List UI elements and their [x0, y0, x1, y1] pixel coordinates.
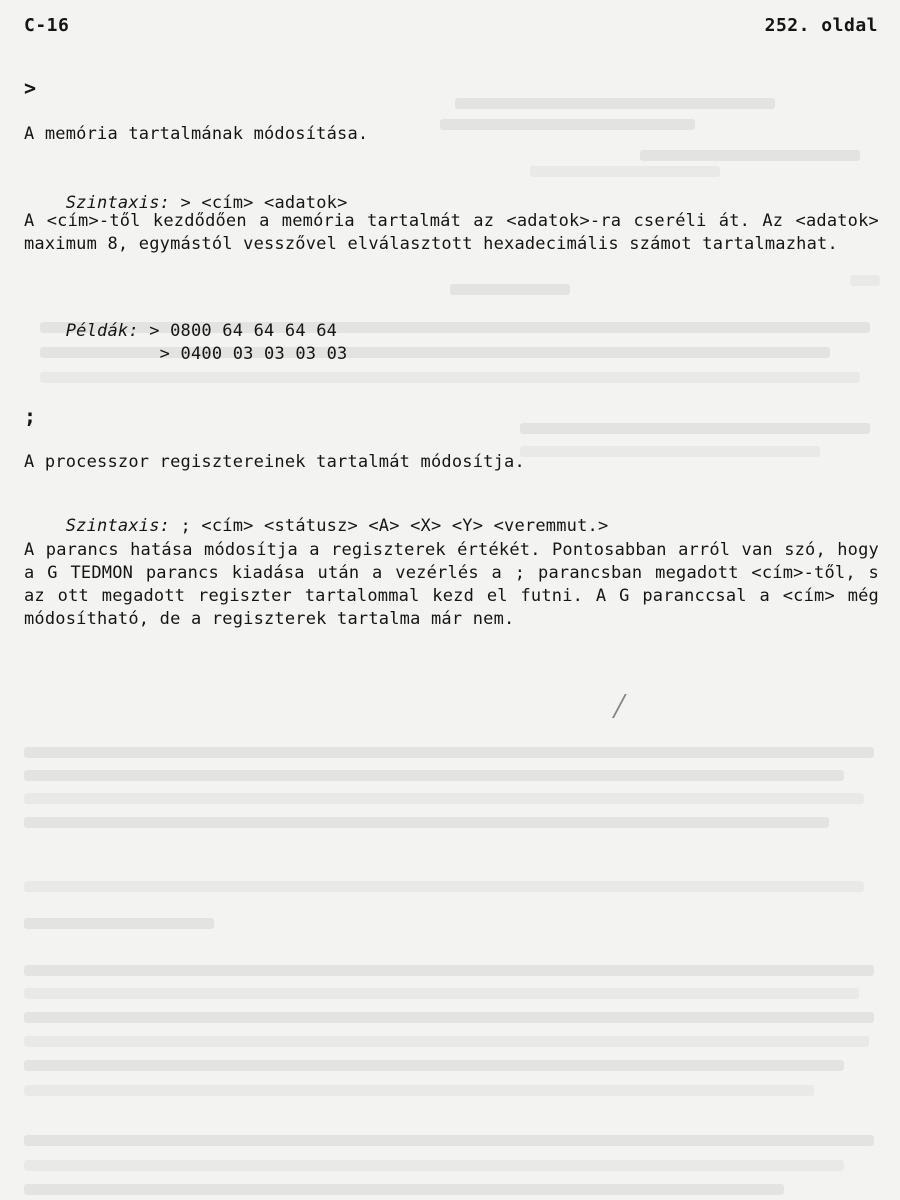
example-line-2: > 0400 03 03 03 03	[65, 344, 348, 364]
command-greater-than: >	[24, 76, 37, 100]
example-line-1: > 0800 64 64 64 64	[138, 321, 338, 341]
syntax-label-registers: Szintaxis:	[65, 516, 171, 536]
syntax-text-registers: ; <cím> <státusz> <A> <X> <Y> <veremmut.>	[170, 516, 609, 536]
section-code: C-16	[24, 15, 70, 36]
pen-mark	[612, 694, 635, 718]
syntax-text: > <cím> <adatok>	[170, 193, 348, 213]
page-number: 252. oldal	[764, 15, 878, 36]
command-semicolon: ;	[24, 404, 37, 428]
examples-block	[24, 297, 879, 389]
registers-description: A parancs hatása módosítja a regiszterek értékét. Pontosabban arról van szó, hogy a G TEDMON parancs kiadása után a vezérlés a ; parancsban megadott <cím>-től, s az ott megadott regiszter tartalommal kezd el futni. A G paranccsal a <cím> még módosítható, de a regiszterek tartalma már nem.	[24, 540, 890, 629]
memory-description: A <cím>-től kezdődően a memória tartalmát az <adatok>-ra cseréli át. Az <adatok> maximum 8, egymástól vesszővel elválasztott hexadecimális számot tartalmazhat.	[24, 211, 890, 254]
section-title-memory: A memória tartalmának módosítása.	[24, 124, 369, 144]
syntax-label: Szintaxis:	[65, 193, 171, 213]
examples-label: Példák:	[65, 321, 139, 341]
section-title-registers: A processzor regisztereinek tartalmát módosítja.	[24, 452, 525, 472]
